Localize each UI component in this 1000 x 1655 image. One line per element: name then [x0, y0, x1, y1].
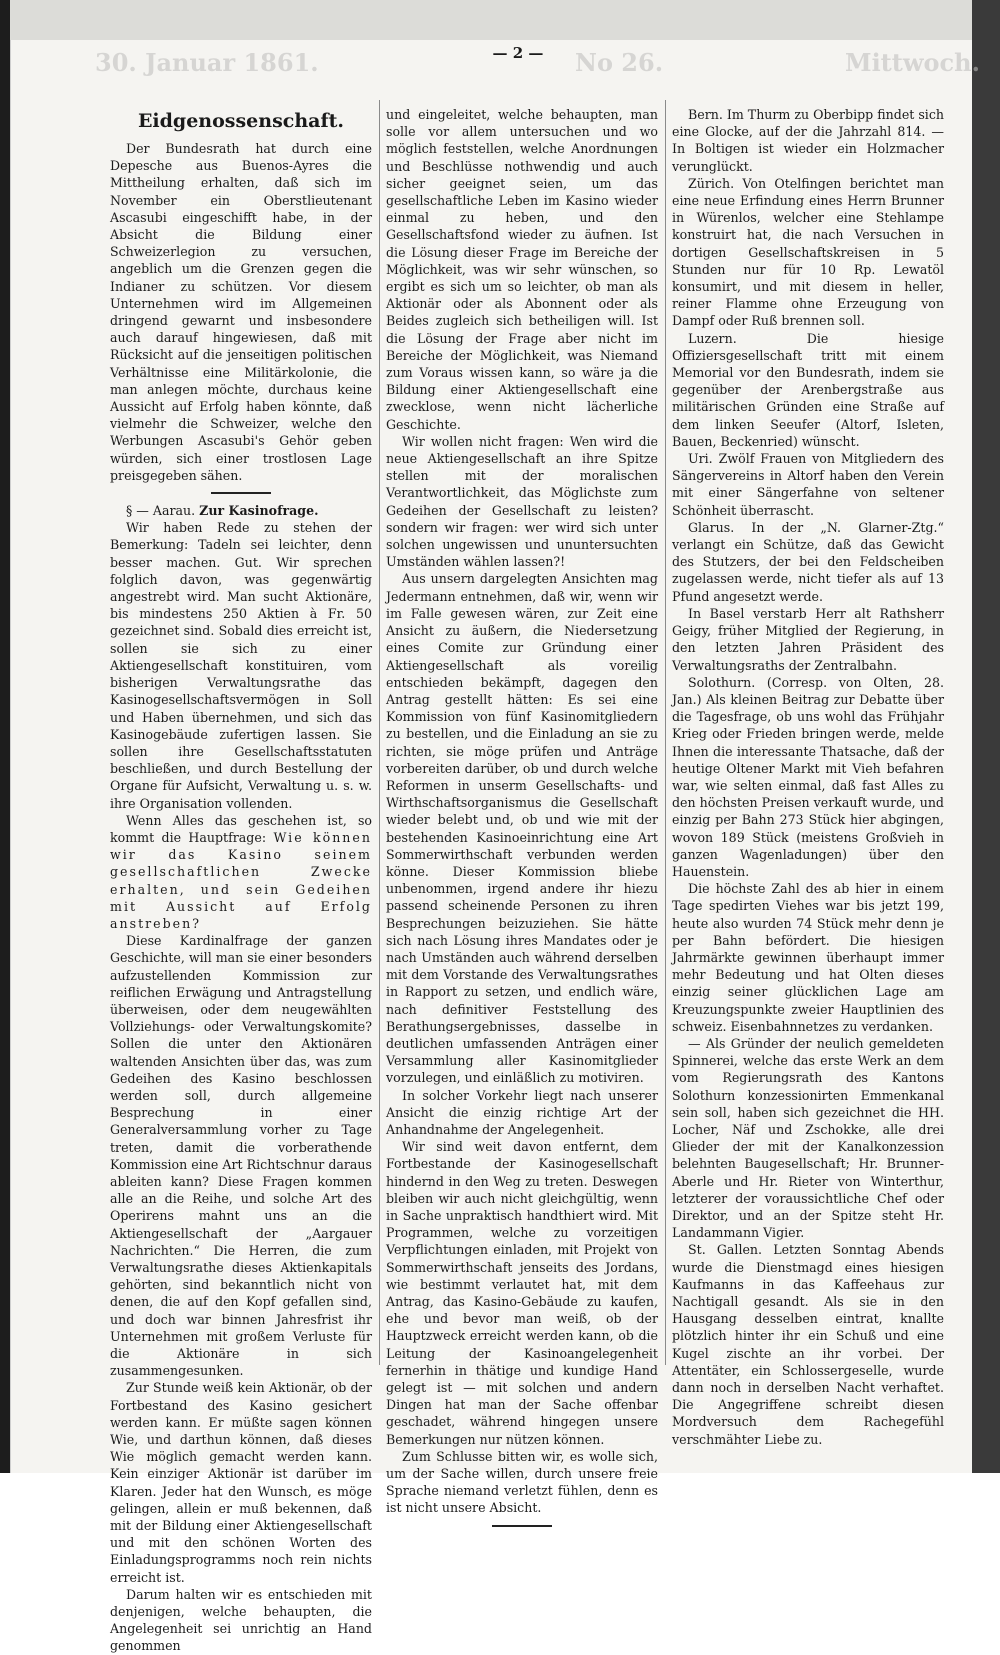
section-title: Eidgenossenschaft.: [137, 110, 345, 132]
article-paragraph: Zur Stunde weiß kein Aktionär, ob der Fortbestand des Kasino gesichert werden kann. Er müßte sagen können Wie, und darthun können, daß dieses Wie möglich gemacht werden kann. Kein einziger Aktionär ist darüber im Klaren. Jeder hat den Wunsch, es möge gelingen, allein er muß bekennen, daß mit der Bildung einer Aktiengesellschaft und mit den schönen Worten des Einladungsprogramms noch rein nichts erreicht ist.: [110, 1380, 372, 1585]
news-item: Solothurn. (Corresp. von Olten, 28. Jan.) Als kleinen Beitrag zur Debatte über die Tagesfrage, ob uns wohl das Frühjahr Krieg oder Frieden bringen werde, melde Ihnen die interessante Thatsache, daß der heutige Oltener Markt mit Vieh befahren war, wie selten einmal, daß fast Alles zu den höchsten Preisen verkauft wurde, und einzig per Bahn 273 Stück hier abgingen, wovon 189 Stück (meistens Großvieh in ganzen Wagenladungen) über den Hauenstein.: [672, 674, 944, 879]
news-item: Luzern. Die hiesige Offiziersgesellschaft tritt mit einem Memorial vor den Bundesrath, indem sie gegenüber der Arenbergstraße aus militärischen Gründen eine Straße auf dem linken Seeufer (Altorf, Isleten, Bauen, Beckenried) wünscht.: [672, 330, 944, 449]
column-1: [110, 106, 372, 1654]
article-paragraph: Zum Schlusse bitten wir, es wolle sich, um der Sache willen, durch unsere freie Sprache niemand verletzt fühlen, denn es ist nicht unsere Absicht.: [386, 1448, 658, 1516]
article-paragraph: [110, 812, 372, 932]
separator-rule: [211, 492, 271, 494]
article-title: Zur Kasinofrage.: [199, 503, 319, 519]
article-paragraph: Diese Kardinalfrage der ganzen Geschichte, will man sie einer besonders aufzustellenden Kommission zur reiflichen Erwägung und Antragstellung überweisen, oder dem neugewählten Vollziehungs- oder Verwaltungskomite? Sollen die unter den Aktionären waltenden Ansichten über das, was zum Gedeihen des Kasino beschlossen werden soll, durch allgemeine Besprechung in einer Generalversammlung vorher zu Tage treten, damit die vorberathende Kommission eine Art Richtschnur daraus ableiten kann? Diese Fragen kommen alle an die Reihe, und solche Art des Operirens mahnt uns an die Aktiengesellschaft der „Aargauer Nachrichten.“ Die Herren, die zum Verwaltungsrathe dieses Aktienkapitals gehörten, sind bekanntlich nicht von denen, die auf den Kopf gefallen sind, und doch war binnen Jahresfrist ihr Unternehmen mit großem Verluste für die Aktionäre in sich zusammengesunken.: [110, 933, 372, 1379]
news-item: St. Gallen. Letzten Sonntag Abends wurde die Dienstmagd eines hiesigen Kaufmanns in das Kaffeehaus zur Nachtigall gesandt. Als sie in den Hausgang desselben eintrat, knallte plötzlich hinter ihr ein Schuß und eine Kugel zischte an ihr vorbei. Der Attentäter, ein Schlossergeselle, wurde dann noch in derselben Nacht verhaftet. Die Angegriffene schreibt diesen Mordversuch dem Rachegefühl verschmähter Liebe zu.: [672, 1242, 944, 1447]
mirrored-issue: No 26.: [575, 48, 664, 77]
news-item: In Basel verstarb Herr alt Rathsherr Geigy, früher Mitglied der Regierung, in den letzten Jahren Präsident des Verwaltungsraths der Zentralbahn.: [672, 605, 944, 673]
page-number: — 2 —: [492, 44, 544, 62]
news-item: Zürich. Von Otelfingen berichtet man eine neue Erfindung eines Herrn Brunner in Würenlos, welcher eine Stehlampe konstruirt hat, die nach Versuchen in dortigen Gesellschaftskreisen in 5 Stunden nur für 10 Rp. Lewatöl konsumirt, und mit diesem in heller, reiner Flamme ohne Erzeugung von Dampf oder Ruß brennen soll.: [672, 175, 944, 329]
article-paragraph: Der Bundesrath hat durch eine Depesche aus Buenos-Ayres die Mittheilung erhalten, daß sich im November ein Oberstlieutenant Ascasubi eingeschifft habe, in der Absicht die Bildung einer Schweizerlegion zu versuchen, angeblich um die Grenzen gegen die Indianer zu schützen. Vor diesem Unternehmen wird im Allgemeinen dringend gewarnt und insbesondere auch darauf hingewiesen, daß mit Rücksicht auf die jenseitigen politischen Verhältnisse eine Militärkolonie, die man anlegen möchte, durchaus keine Aussicht auf Erfolg haben könnte, daß vielmehr die Schweizer, welche den Werbungen Ascasubi's Gehör geben würden, sich einer trostlosen Lage preisgegeben sähen.: [110, 141, 372, 483]
separator-rule: [492, 1525, 552, 1527]
article-paragraph: In solcher Vorkehr liegt nach unserer Ansicht die einzig richtige Art der Anhandnahme der Angelegenheit.: [386, 1087, 658, 1137]
news-item: Die höchste Zahl des ab hier in einem Tage spedirten Viehes war bis jetzt 199, heute also wurden 74 Stück mehr denn je per Bahn befördert. Die hiesigen Jahrmärkte gewinnen überhaupt immer mehr Bedeutung und hat Olten dieses einzig seiner glücklichen Lage am Kreuzungspunkte zweier Hauptlinien des schweiz. Eisenbahnnetzes zu verdanken.: [672, 881, 944, 1034]
article-lead: [110, 502, 372, 519]
column-2: [386, 106, 658, 1516]
column-3: [672, 106, 944, 1447]
mirrored-weekday: Mittwoch.: [845, 48, 980, 77]
article-paragraph: Wir wollen nicht fragen: Wen wird die neue Aktiengesellschaft an ihre Spitze stellen mit der moralischen Verantwortlichkeit, das Möglichste zum Gedeihen der Gesellschaft zu leisten? sondern wir fragen: wer wird sich unter solchen ungewissen und ununtersuchten Umständen wählen lassen?!: [386, 433, 658, 570]
article-paragraph: und eingeleitet, welche behaupten, man solle vor allem untersuchen und wo möglich feststellen, welche Anordnungen und Beschlüsse nothwendig und auch sicher geeignet seien, um das gesellschaftliche Leben im Kasino wieder einmal zu heben, und den Gesellschaftsfond wieder zu äufnen. Ist die Lösung dieser Frage im Bereiche der Möglichkeit, was wir sehr wünschen, so ergibt es sich um so leichter, ob man als Aktionär oder als Abonnent oder als Beides zugleich sich betheiligen will. Ist die Lösung der Frage aber nicht im Bereiche der Möglichkeit, was Niemand zum Voraus wissen kann, so wäre ja die Bildung einer Aktiengesellschaft eine zwecklose, wenn nicht lächerliche Geschichte.: [386, 107, 658, 432]
article-paragraph: Darum halten wir es entschieden mit denjenigen, welche behaupten, die Angelegenheit sei unrichtig an Hand genommen: [110, 1586, 372, 1654]
article-question: Wie können wir das Kasino seinem gesellschaftlichen Zwecke erhalten, und sein Gedeihen mit Aussicht auf Erfolg anstreben?: [110, 829, 372, 931]
news-item: Uri. Zwölf Frauen von Mitgliedern des Sängervereins in Altorf haben den Verein mit einer Sängerfahne von seltener Schönheit überrascht.: [672, 451, 944, 518]
news-item: — Als Gründer der neulich gemeldeten Spinnerei, welche das erste Werk an dem vom Regierungsrath des Kantons Solothurn konzessionirten Emmenkanal sein soll, haben sich gezeichnet die HH. Locher, Näf und Zschokke, alle drei Glieder der mit der Kanalkonzession belehnten Baugesellschaft; Hr. Brunner-Aberle und Hr. Rieter von Winterthur, letzterer der voraussichtliche Chef oder Direktor, und an der Spitze steht Hr. Landammann Vigier.: [672, 1035, 944, 1241]
binding-edge: [0, 0, 10, 1473]
column-divider: [665, 100, 666, 1365]
top-margin: [10, 0, 972, 40]
mirrored-date: 30. Januar 1861.: [95, 48, 319, 77]
article-text: Wenn Alles das geschehen ist, so kommt die Hauptfrage:: [110, 812, 372, 845]
scan-edge-right: [972, 0, 1000, 1473]
news-item: Bern. Im Thurm zu Oberbipp findet sich eine Glocke, auf der die Jahrzahl 814. — In Boltigen ist wieder ein Holzmacher verunglückt.: [672, 107, 944, 174]
news-item: Glarus. In der „N. Glarner-Ztg.“ verlangt ein Schütze, daß das Gewicht des Stutzers, der bei den Feldscheiben zugelassen werde, nicht tiefer als auf 13 Pfund angesetzt werde.: [672, 519, 944, 604]
article-paragraph: Wir haben Rede zu stehen der Bemerkung: Tadeln sei leichter, denn besser machen. Gut. Wir sprechen folglich davon, was gegenwärtig angestrebt wird. Man sucht Aktionäre, bis mindestens 250 Aktien à Fr. 50 gezeichnet sind. Sobald dies erreicht ist, sollen sie sich zu einer Aktiengesellschaft konstituiren, vom bisherigen Verwaltungsrathe das Kasinogesellschaftsvermögen in Soll und Haben übernehmen, und sich das Kasinogebäude zufertigen lassen. Sie sollen ihre Gesellschaftsstatuten beschließen, und durch Bestellung der Organe für Aufsicht, Verwaltung u. s. w. ihre Organisation vollenden.: [110, 520, 372, 811]
article-dateline: § — Aarau.: [126, 503, 196, 519]
article-paragraph: Wir sind weit davon entfernt, dem Fortbestande der Kasinogesellschaft hindernd in den Weg zu treten. Deswegen bleiben wir auch nicht gleichgültig, wenn in Sache unpraktisch handthiert wird. Mit Programmen, welche zu vorzeitigen Verpflichtungen einladen, mit Projekt von Sommerwirthschaft jenseits des Jordans, wie bestimmt verlautet hat, mit dem Antrag, das Kasino-Gebäude zu kaufen, ehe und bevor man weiß, ob der Hauptzweck erreicht werden kann, ob die Leitung der Kasinoangelegenheit fernerhin in thätige und kundige Hand gelegt ist — mit solchen und andern Dingen hat man der Sache offenbar geschadet, während hingegen unsere Bemerkungen nur nützen können.: [386, 1139, 658, 1447]
column-divider: [379, 100, 380, 1365]
article-paragraph: Aus unsern dargelegten Ansichten mag Jedermann entnehmen, daß wir, wenn wir im Falle gewesen wären, zur Zeit eine Ansicht zu äußern, die Niedersetzung eines Comite zur Gründung einer Aktiengesellschaft als voreilig entschieden bekämpft, dagegen den Antrag gestellt hätten: Es sei eine Kommission von fünf Kasinomitgliedern zu bestellen, und die Einladung an sie zu richten, sie möge prüfen und Anträge vorbereiten darüber, ob und durch welche Reformen in unserm Gesellschafts- und Wirthschaftsorganismus die Gesellschaft wieder belebt und, ob und wie mit der bestehenden Kasinoeinrichtung eine Art Sommerwirthschaft verbunden werden könne. Dieser Kommission bliebe unbenommen, irgend andere ihr hiezu passend scheinende Personen zu ihren Besprechungen beizuziehen. Sie hätte sich nach Lösung ihres Mandates oder je nach Umständen auch während derselben mit dem Vorstande des Verwaltungsrathes in Rapport zu setzen, und endlich wäre, nach definitiver Feststellung des Berathungsergebnisses, dasselbe in deutlichen umfassenden Anträgen einer Versammlung aller Kasinomitglieder vorzulegen, und einläßlich zu motiviren.: [386, 571, 658, 1086]
